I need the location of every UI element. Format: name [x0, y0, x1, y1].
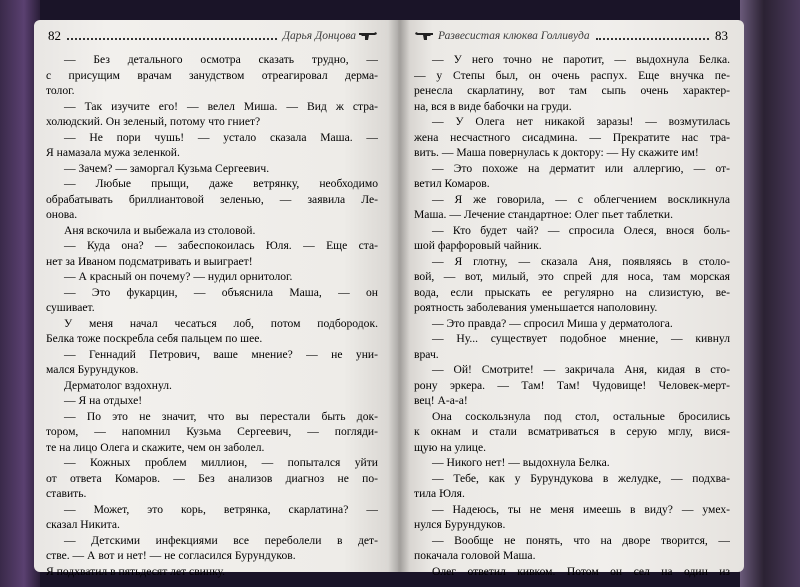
- text-line: — Любые прыщи, даже ветрянку, необходимо: [64, 177, 378, 190]
- text-line: сказал Никита.: [46, 518, 120, 531]
- text-line: — Без детального осмотра сказать трудно, —: [64, 53, 378, 66]
- text-line: — У Олега нет никакой заразы! — возмутилась: [432, 115, 730, 128]
- text-line: мался Бурундуков.: [46, 363, 139, 376]
- text-line: — Я глотну, — сказала Аня, появляясь в столо-: [432, 254, 730, 268]
- text-line: нет за Иваном подсматривать и выиграет!: [46, 254, 253, 268]
- text-line: — Геннадий Петрович, ваше мнение? — не уни-: [64, 347, 378, 361]
- text-line: — Надеюсь, ты не меня имеешь в виду? — умех-: [432, 502, 730, 516]
- text-line: Маша. — Лечение стандартное: Олег пьет таблетки.: [414, 208, 674, 221]
- text-line: вода, если прыскать ее регулярно на слизистую, ве-: [414, 285, 730, 299]
- text-line: — Детскими инфекциями все переболели в дет-: [64, 533, 378, 547]
- text-line: тором, — напомнил Кузьма Сергеевич, — погляди-: [46, 425, 378, 438]
- text-line: стве. — А вот и нет! — не согласился Бурундуков.: [46, 549, 296, 562]
- text-line: вить. — Маша повернулась к доктору: — Ну скажите им!: [414, 146, 699, 159]
- text-line: вой, — вот, милый, это спрей для носа, там морская: [414, 270, 730, 283]
- text-line: жена несчастного сисадмина. — Прекратите нас тра-: [414, 130, 730, 144]
- text-line: онова.: [46, 208, 78, 221]
- text-line: щую на улице.: [414, 440, 487, 454]
- pistol-icon: [358, 30, 378, 42]
- text-line: — Куда она? — забеспокоилась Юля. — Еще ста-: [64, 239, 378, 252]
- text-line: обрабатывать бриллиантовой зеленью, — заявила Ле-: [46, 192, 378, 206]
- text-line: врач.: [414, 347, 439, 361]
- right-running-head: Развесистая клюква Голливуда: [438, 30, 590, 42]
- text-line: — Это правда? — спросил Миша у дерматолога.: [432, 316, 673, 330]
- text-line: — Ой! Смотрите! — закричала Аня, кидая в сто-: [432, 363, 730, 376]
- text-line: Белка тоже поскребла себя пальцем по шее.: [46, 332, 263, 345]
- text-line: толог.: [46, 84, 75, 97]
- text-line: — Не пори чушь! — устало сказала Маша. —: [64, 130, 378, 144]
- left-page-number: 82: [48, 28, 61, 43]
- text-line: — Я же говорила, — с облегчением воскликнула: [432, 192, 730, 206]
- header-dotted-rule: [67, 32, 277, 40]
- text-line: Я подхватил в пятьдесят лет свинку.: [46, 564, 226, 578]
- text-line: роятность заболевания уменьшается наполовину.: [414, 301, 658, 314]
- right-page-header: [414, 28, 728, 44]
- text-line: — у Степы был, он очень распух. Еще внучка пе-: [414, 68, 730, 82]
- text-line: от ответа Комаров. — Без анализов диагноз не по-: [46, 471, 378, 485]
- text-line: — Вообще не понять, что на дворе творится, —: [432, 533, 730, 547]
- text-line: — Я на отдыхе!: [64, 394, 143, 407]
- text-line: — Ну... существует подобное мнение, — кивнул: [432, 332, 730, 345]
- right-page-body: [414, 52, 730, 579]
- text-line: — Может, это корь, ветрянка, скарлатина? —: [64, 502, 378, 516]
- text-line: — У него точно не паротит, — выдохнула Белка.: [432, 53, 730, 66]
- book-cover-right-edge: [740, 0, 800, 587]
- text-line: те на лицо Олега и скажите, чем он заболел.: [46, 440, 265, 454]
- text-line: холюдский. Он зеленый, потому что гниет?: [46, 115, 261, 128]
- text-line: — Это похоже на дерматит или аллергию, — от-: [432, 161, 730, 175]
- text-line: — По это не значит, что вы перестали быть док-: [64, 409, 378, 423]
- text-line: Она соскользнула под стол, остальные бросились: [432, 409, 730, 423]
- text-line: ветил Комаров.: [414, 177, 490, 190]
- header-dotted-rule: [596, 32, 709, 40]
- text-line: — А красный он почему? — нудил орнитолог.: [64, 270, 293, 283]
- text-line: Я намазала мужа зеленкой.: [46, 146, 180, 159]
- left-running-head: Дарья Донцова: [282, 30, 356, 42]
- left-page-body: [46, 52, 378, 579]
- text-line: к окнам и стали всматриваться в серую мглу, вися-: [414, 425, 730, 438]
- text-line: У меня начал чесаться лоб, потом подбородок.: [64, 316, 378, 330]
- text-line: — Кто будет чай? — спросила Олеся, внося боль-: [432, 223, 730, 237]
- text-line: вец! А-а-а!: [414, 394, 468, 407]
- pistol-icon: [414, 30, 434, 42]
- text-line: — Кожных проблем миллион, — попытался уйти: [64, 456, 378, 469]
- text-line: — Так изучите его! — велел Миша. — Вид ж стра-: [64, 99, 378, 113]
- left-page-header: [48, 28, 378, 44]
- text-line: шой фарфоровый чайник.: [414, 239, 542, 252]
- text-line: с присущим врачам занудством отреагировал дерма-: [46, 68, 378, 82]
- text-line: — Это фукарцин, — объяснила Маша, — он: [64, 285, 378, 299]
- text-line: тила Юля.: [414, 487, 465, 500]
- text-line: Аня вскочила и выбежала из столовой.: [64, 223, 256, 237]
- text-line: Дерматолог вздохнул.: [64, 378, 172, 392]
- text-line: покачала головой Маша.: [414, 549, 536, 562]
- right-page-number: 83: [715, 28, 728, 43]
- text-line: нулся Бурундуков.: [414, 518, 506, 531]
- text-line: — Зачем? — заморгал Кузьма Сергеевич.: [64, 161, 270, 175]
- text-line: ставить.: [46, 487, 87, 500]
- text-line: сушивает.: [46, 301, 95, 314]
- text-line: Олег ответил кивком. Потом он сел на один из: [432, 564, 730, 578]
- text-line: — Никого нет! — выдохнула Белка.: [432, 456, 610, 469]
- text-line: на, вся в виде бабочки на груди.: [414, 99, 572, 113]
- text-line: рону эркера. — Там! Там! Чудовище! Человек-мерт-: [414, 378, 730, 392]
- text-line: ренесла скарлатину, вот там сыпь очень характер-: [414, 84, 730, 97]
- text-line: — Тебе, как у Бурундукова в желудке, — подхва-: [432, 471, 730, 485]
